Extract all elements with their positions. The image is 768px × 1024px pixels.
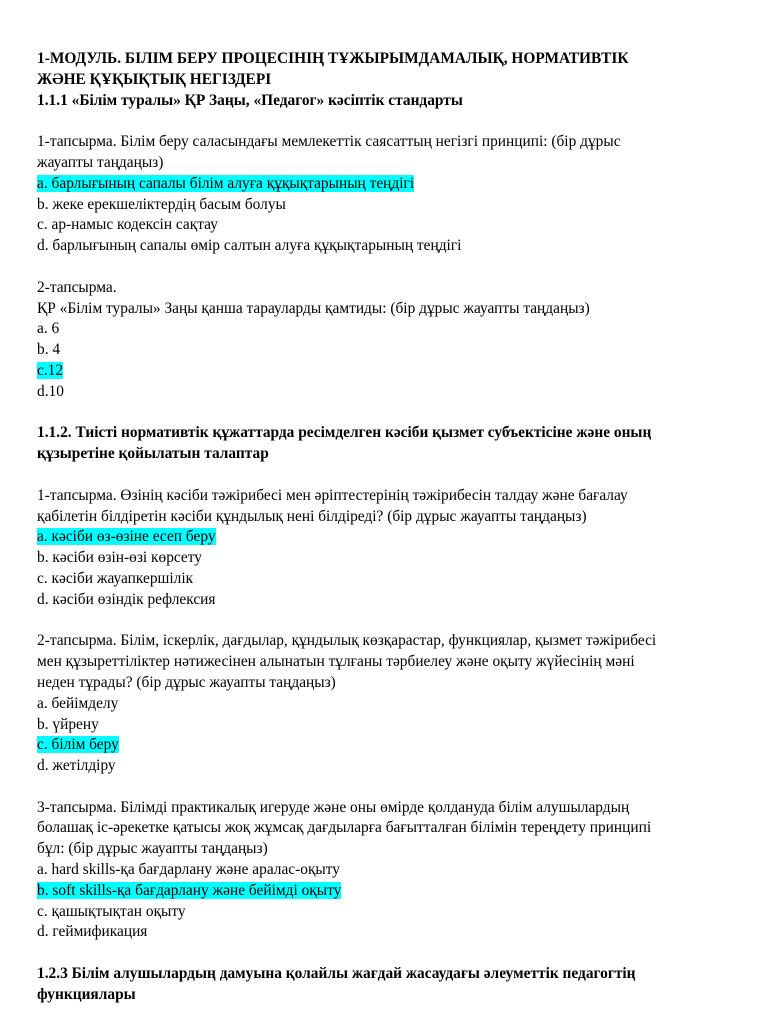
section-1-2-3-title-line-1: 1.2.3 Білім алушылардың дамуына қолайлы жағдай жасаудағы әлеуметтік педагогтің <box>37 965 636 983</box>
section-1-1-2-title-line-2: құзыретіне қойылатын талаптар <box>37 445 269 463</box>
spacer <box>37 403 728 424</box>
correct-answer-highlight: c.12 <box>37 361 64 379</box>
s112-task2-question-line-1: 2-тапсырма. Білім, іскерлік, дағдылар, құндылық көзқарастар, функциялар, қызмет тәжірибесі <box>37 632 657 650</box>
s112-task2-question-line-2: мен құзыреттіліктер нәтижесінен алынатын тұлғаны тәрбиелеу және оқыту жүйесінің мәні <box>37 653 635 671</box>
s111-task1-question-line-1: 1-тапсырма. Білім беру саласындағы мемлекеттік саясаттың негізгі принципі: (бір дұрыс <box>37 133 621 151</box>
s112-task1-question-line-2: қабілетін білдіретін кәсіби құндылық нені білдіреді? (бір дұрыс жауапты таңдаңыз) <box>37 507 587 525</box>
s112-task1-question-line-1: 1-тапсырма. Өзінің кәсіби тәжірибесі мен әріптестерінің тәжірибесін талдау және бағалау <box>37 486 628 504</box>
s112-task2-answer-c <box>37 735 728 756</box>
spacer <box>37 943 728 964</box>
s111-task1-answer-a <box>37 174 728 195</box>
correct-answer-highlight: c. білім беру <box>37 736 119 754</box>
s112-task1-answer-a <box>37 527 728 548</box>
section-1-1-2-title-line-1: 1.1.2. Тиісті нормативтік құжаттарда ресімделген кәсіби қызмет субъектісіне және оның <box>37 424 652 442</box>
s112-task3-question-line-1: 3-тапсырма. Білімді практикалық игеруде және оны өмірде қолдануда білім алушылардың <box>37 798 630 816</box>
s111-task2-label: 2-тапсырма. <box>37 278 117 296</box>
module-title-line-2: ЖӘНЕ ҚҰҚЫҚТЫҚ НЕГІЗДЕРІ <box>37 70 272 88</box>
correct-answer-highlight: a. кәсіби өз-өзіне есеп беру <box>37 528 216 546</box>
spacer <box>37 777 728 798</box>
s111-task1-answer-c: c. ар-намыс кодексін сақтау <box>37 216 218 234</box>
correct-answer-highlight: a. барлығының сапалы білім алуға құқықтарының теңдігі <box>37 174 415 192</box>
s111-task2-answer-c <box>37 361 728 382</box>
correct-answer-highlight: b. soft skills-қа бағдарлану және бейімді оқыту <box>37 881 342 899</box>
s112-task1-answer-b: b. кәсіби өзін-өзі көрсету <box>37 549 202 567</box>
s112-task3-question-line-2: болашақ іс-әрекетке қатысы жоқ жұмсақ дағдыларға бағытталған білімін тереңдету принципі <box>37 819 652 837</box>
s111-task1-question-line-2: жауапты таңдаңыз) <box>37 153 164 171</box>
s111-task2-answer-b: b. 4 <box>37 341 61 359</box>
s112-task3-question-line-3: бұл: (бір дұрыс жауапты таңдаңыз) <box>37 840 268 858</box>
s111-task2-answer-d: d.10 <box>37 382 64 400</box>
s112-task2-answer-b: b. үйрену <box>37 715 99 733</box>
s112-task2-answer-d: d. жетілдіру <box>37 757 116 775</box>
section-1-1-1-title: 1.1.1 «Білім туралы» ҚР Заңы, «Педагог» кәсіптік стандарты <box>37 91 463 109</box>
section-1-2-3-title-line-2: функциялары <box>37 985 136 1003</box>
s112-task3-answer-b <box>37 881 728 902</box>
module-title-line-1: 1-МОДУЛЬ. БІЛІМ БЕРУ ПРОЦЕСІНІҢ ТҰЖЫРЫМДАМАЛЫҚ, НОРМАТИВТІК <box>37 50 629 67</box>
s112-task3-answer-c: c. қашықтықтан оқыту <box>37 902 186 920</box>
spacer <box>37 257 728 278</box>
s111-task1-answer-d: d. барлығының сапалы өмір салтын алуға құқықтарының теңдігі <box>37 237 462 255</box>
s112-task2-answer-a: a. бейімделу <box>37 694 119 712</box>
s111-task1-answer-b: b. жеке ерекшеліктердің басым болуы <box>37 195 286 213</box>
s112-task3-answer-d: d. геймификация <box>37 923 148 941</box>
s112-task2-question-line-3: неден тұрады? (бір дұрыс жауапты таңдаңыз) <box>37 673 336 691</box>
spacer <box>37 465 728 486</box>
s112-task3-answer-a: a. hard skills-қа бағдарлану және аралас-оқыту <box>37 861 340 879</box>
s112-task1-answer-d: d. кәсіби өзіндік рефлексия <box>37 590 216 608</box>
s111-task2-answer-a: a. 6 <box>37 320 60 338</box>
s111-task2-question: ҚР «Білім туралы» Заңы қанша тарауларды қамтиды: (бір дұрыс жауапты таңдаңыз) <box>37 299 590 317</box>
s112-task1-answer-c: c. кәсіби жауапкершілік <box>37 569 194 587</box>
spacer <box>37 611 728 632</box>
spacer <box>37 111 728 132</box>
